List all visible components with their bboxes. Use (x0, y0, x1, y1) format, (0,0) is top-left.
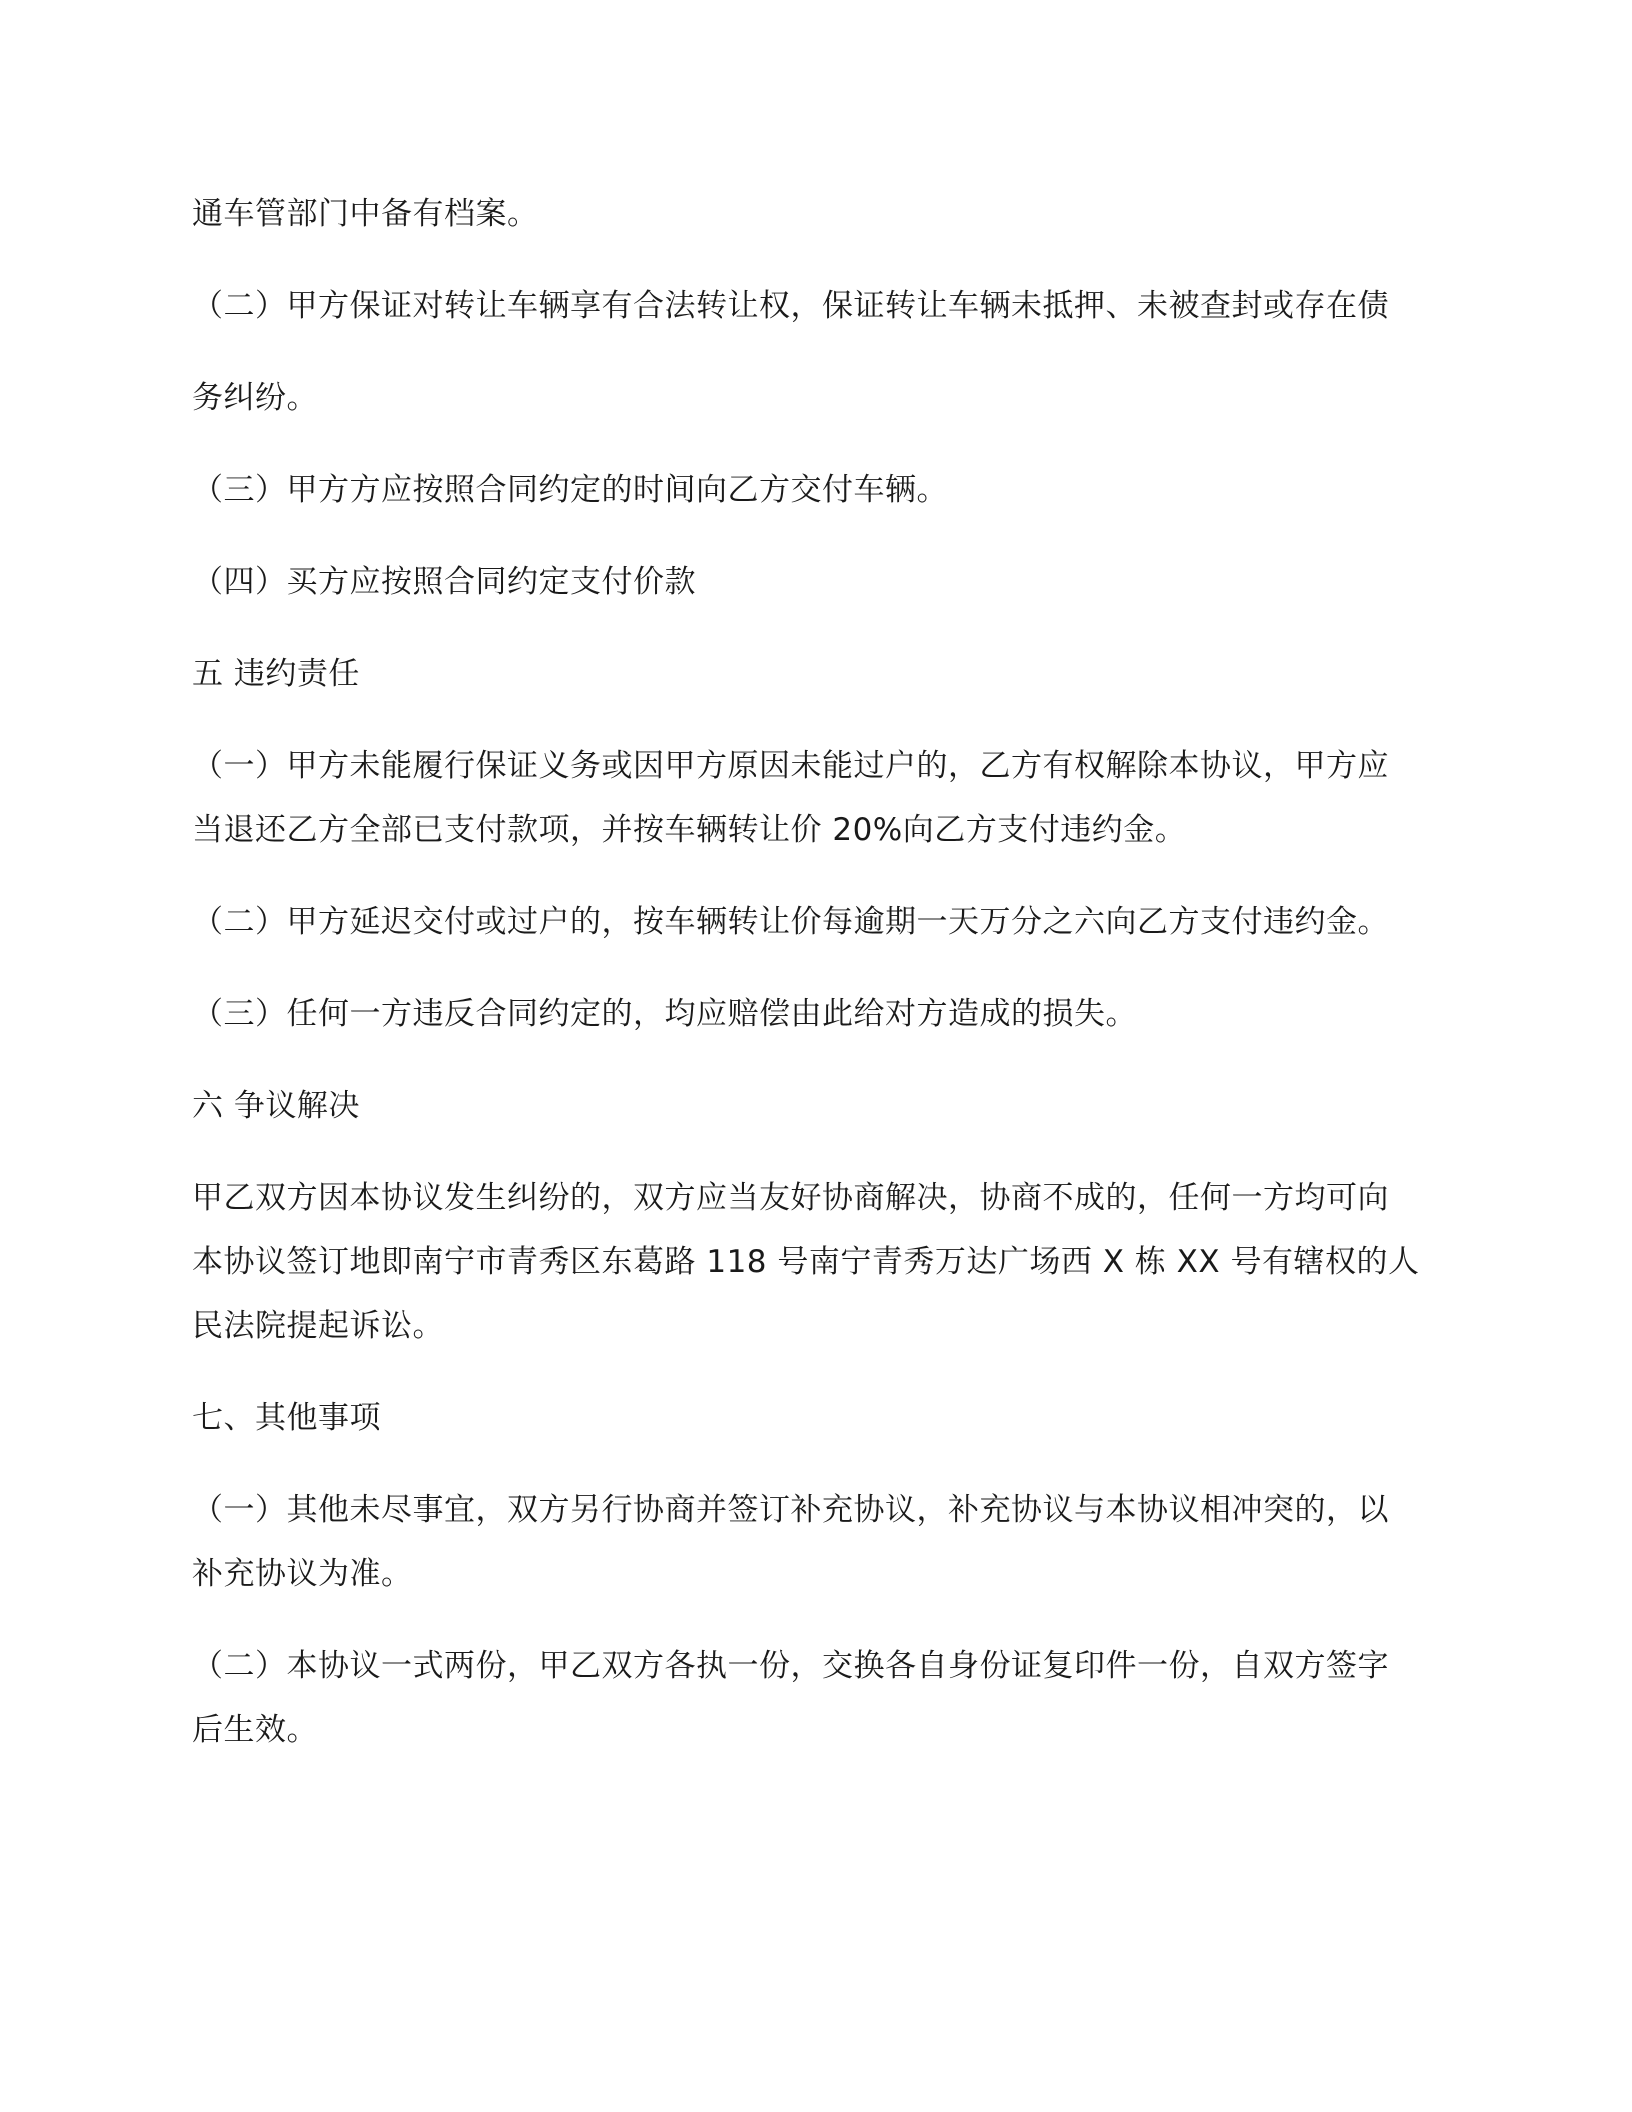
text-line: （三）甲方方应按照合同约定的时间向乙方交付车辆。 (192, 472, 948, 508)
text-line: （二）甲方保证对转让车辆享有合法转让权，保证转让车辆未抵押、未被查封或存在债 (192, 288, 1389, 324)
text-line: （二）本协议一式两份，甲乙双方各执一份，交换各自身份证复印件一份，自双方签字 (192, 1648, 1389, 1684)
section-heading: 五 违约责任 (192, 656, 360, 692)
text-line: （二）甲方延迟交付或过户的，按车辆转让价每逾期一天万分之六向乙方支付违约金。 (192, 904, 1389, 940)
section-heading: 六 争议解决 (192, 1088, 360, 1124)
text-line: 本协议签订地即南宁市青秀区东葛路 118 号南宁青秀万达广场西 X 栋 XX 号有辖权的人 (192, 1244, 1420, 1280)
text-line: 补充协议为准。 (192, 1556, 413, 1592)
text-line: （四）买方应按照合同约定支付价款 (192, 564, 696, 600)
text-line: 后生效。 (192, 1712, 318, 1748)
text-line: 甲乙双方因本协议发生纠纷的，双方应当友好协商解决，协商不成的，任何一方均可向 (192, 1180, 1389, 1216)
text-line: 民法院提起诉讼。 (192, 1308, 444, 1344)
text-line: （一）甲方未能履行保证义务或因甲方原因未能过户的，乙方有权解除本协议，甲方应 (192, 748, 1389, 784)
text-line: 通车管部门中备有档案。 (192, 196, 539, 232)
text-line: 当退还乙方全部已支付款项，并按车辆转让价 20%向乙方支付违约金。 (192, 812, 1187, 848)
section-heading: 七、其他事项 (192, 1400, 381, 1436)
text-line: 务纠纷。 (192, 380, 318, 416)
text-line: （三）任何一方违反合同约定的，均应赔偿由此给对方造成的损失。 (192, 996, 1137, 1032)
text-line: （一）其他未尽事宜，双方另行协商并签订补充协议，补充协议与本协议相冲突的，以 (192, 1492, 1389, 1528)
